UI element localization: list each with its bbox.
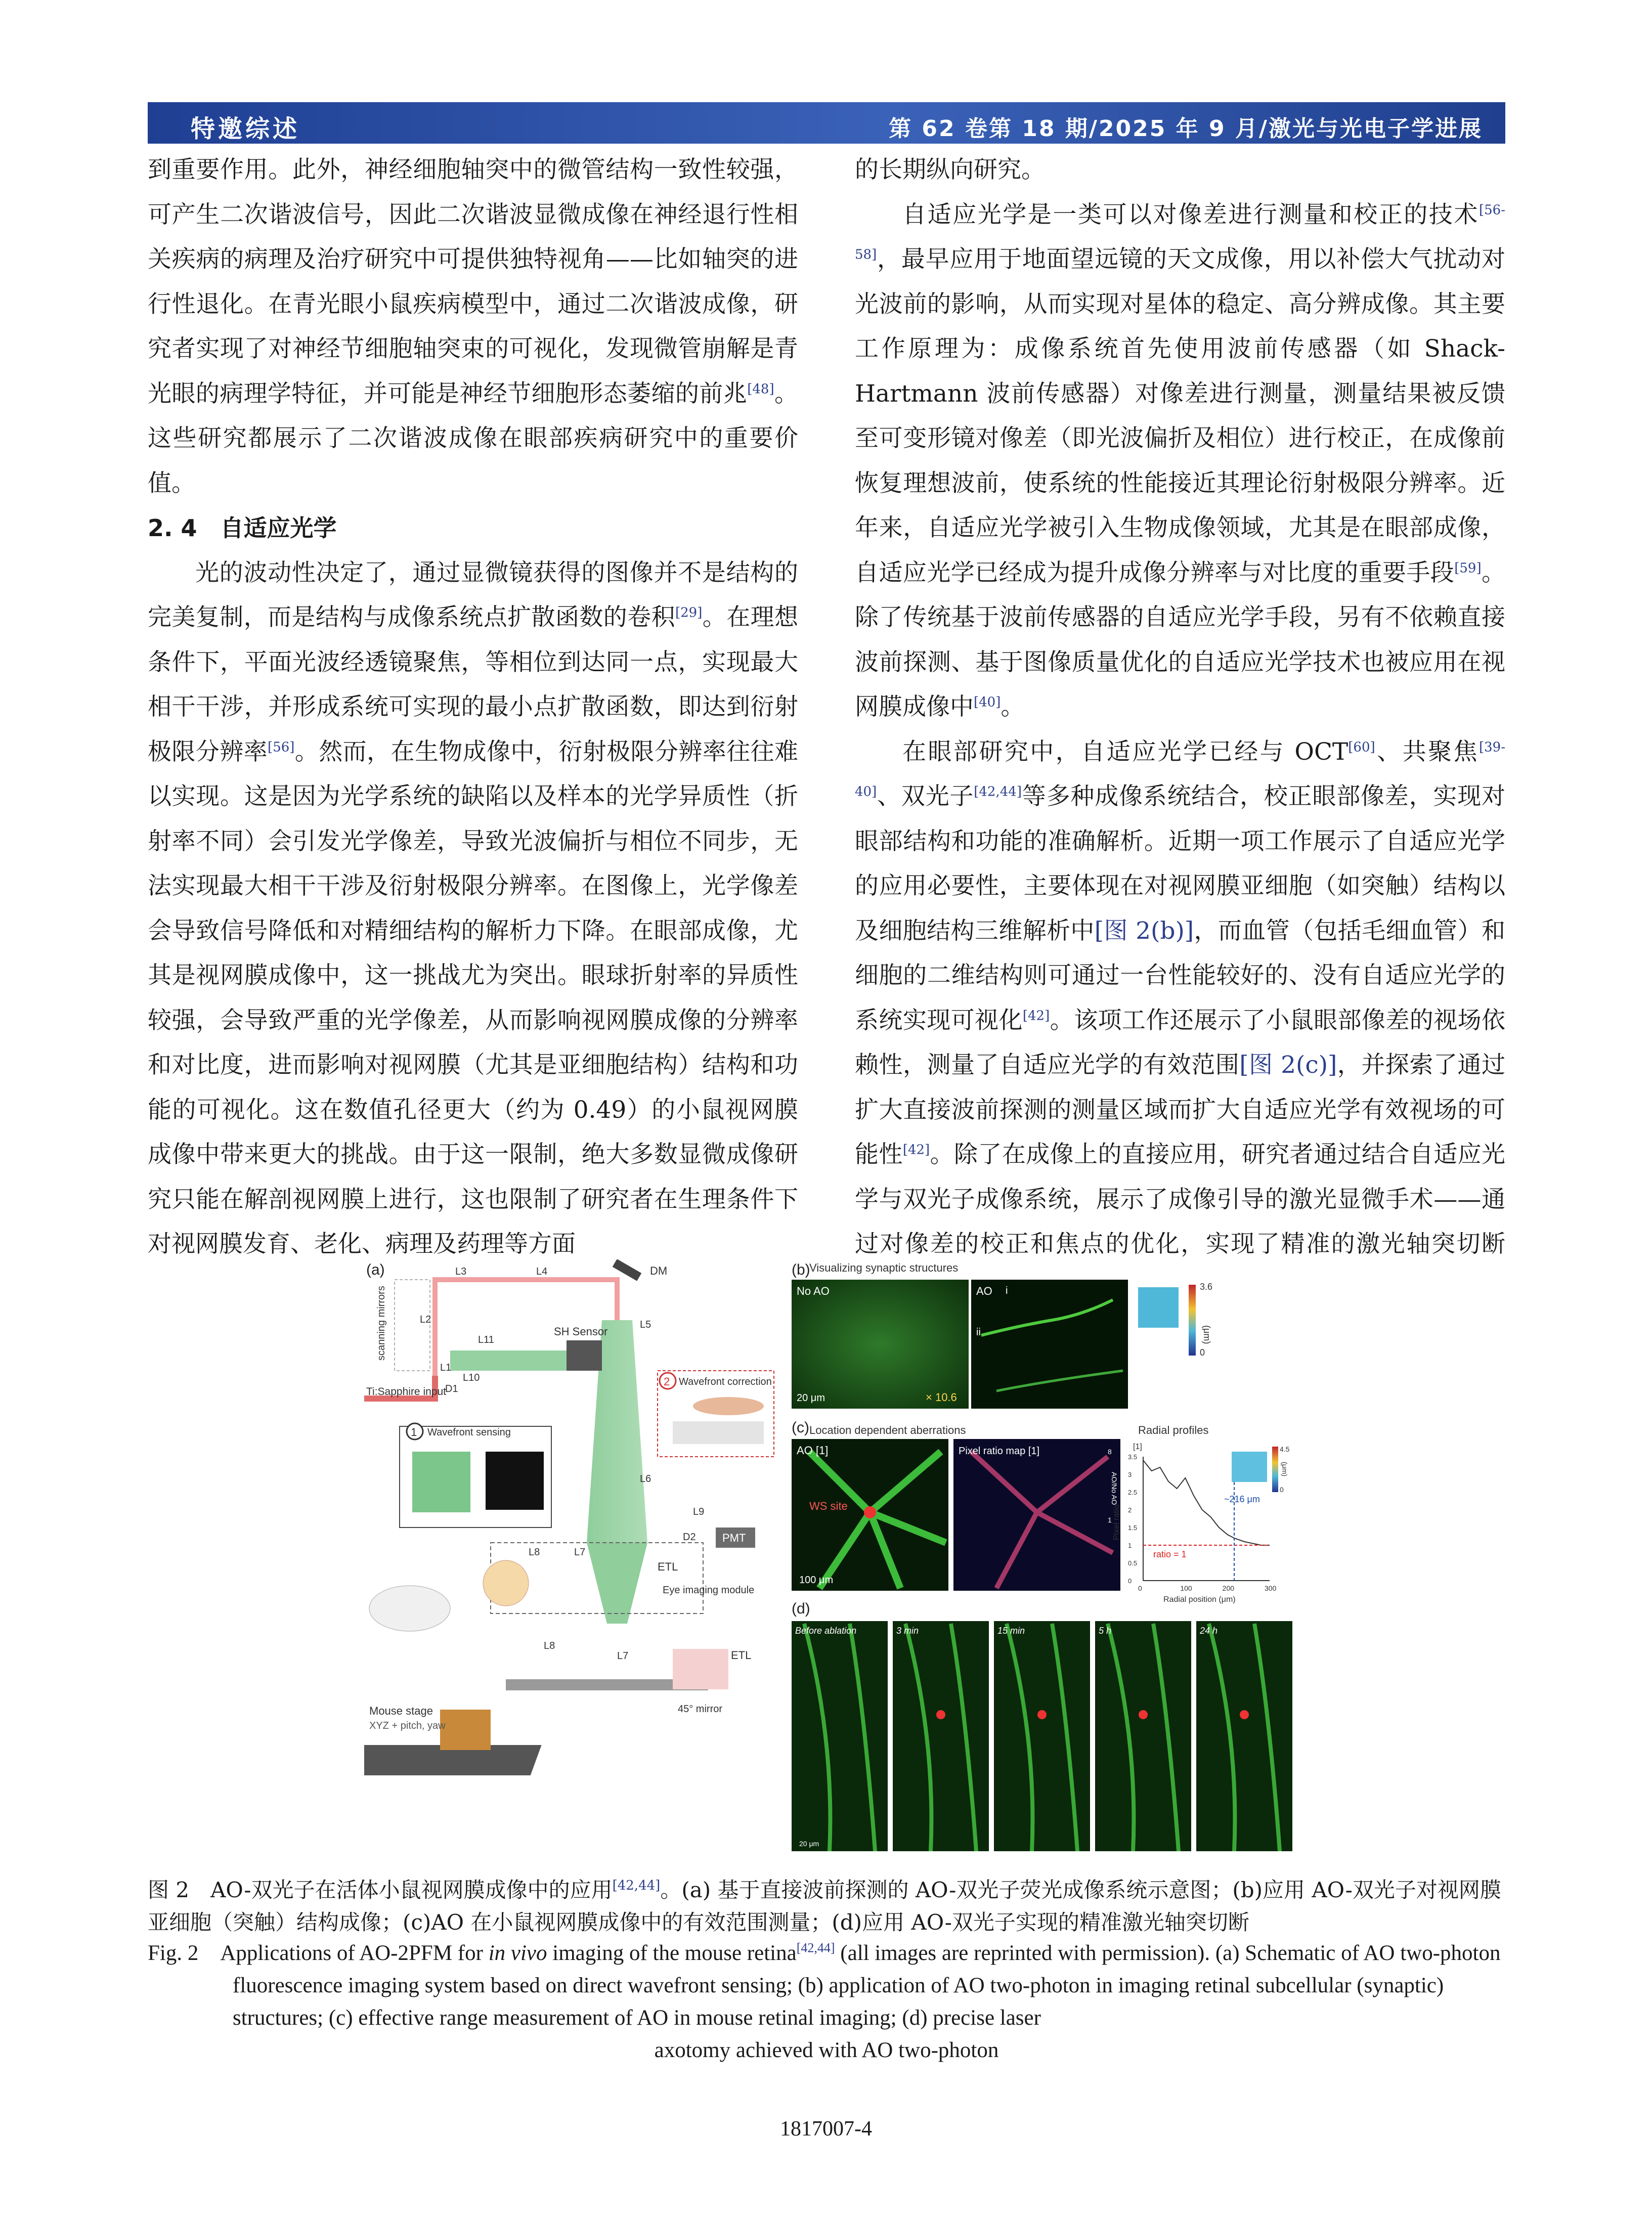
colorbar bbox=[1189, 1285, 1196, 1356]
x-tick-label: 100 bbox=[1180, 1584, 1192, 1592]
lens-label: L7 bbox=[617, 1650, 629, 1662]
ratio-label: ratio = 1 bbox=[1153, 1549, 1187, 1559]
wavefront-sensing-label: Wavefront sensing bbox=[427, 1427, 511, 1438]
ao-label: AO bbox=[976, 1285, 992, 1297]
ablation-timelapse bbox=[792, 1621, 1292, 1851]
caption-label: Fig. 2 bbox=[148, 1941, 221, 1965]
mouse-stage-label: Mouse stage bbox=[369, 1705, 433, 1717]
left-column bbox=[148, 148, 798, 1267]
panel-c-title-2: Radial profiles bbox=[1138, 1424, 1209, 1436]
citation[interactable]: [39-40] bbox=[855, 739, 1506, 800]
scale-bar-label: 20 μm bbox=[797, 1392, 825, 1404]
lens-label: D2 bbox=[683, 1532, 696, 1543]
citation[interactable]: [56-58] bbox=[855, 202, 1505, 263]
paragraph: 到重要作用。此外，神经细胞轴突中的微管结构一致性较强，可产生二次谐波信号，因此二次谐波显微成像在神经退行性相关疾病的病理及治疗研究中可提供独特视角——比如轴突的进行性退化。在青光眼小鼠疾病模型中，通过二次谐波成像，研究者实现了对神经节细胞轴突束的可视化，发现微管崩解是青光眼的病理学特征，并可能是神经节细胞形态萎缩的前兆[48]。这些研究都展示了二次谐波成像在眼部疾病研究中的重要价值。 bbox=[148, 156, 799, 497]
scanning-mirrors-label: scanning mirrors bbox=[376, 1286, 387, 1361]
panel-d-label: (d) bbox=[792, 1600, 810, 1617]
citation[interactable]: [42,44] bbox=[796, 1940, 835, 1955]
ws-site-label: WS site bbox=[809, 1500, 848, 1512]
colorbar-unit: (μm) bbox=[1202, 1325, 1212, 1344]
prm-top: 8 bbox=[1108, 1448, 1112, 1456]
lens-label: L6 bbox=[640, 1473, 651, 1485]
eye-imaging-label: Eye imaging module bbox=[663, 1585, 755, 1596]
ablation-site bbox=[1139, 1710, 1148, 1719]
pmt-label: PMT bbox=[722, 1532, 746, 1544]
x-axis-label: Radial position (μm) bbox=[1163, 1595, 1236, 1604]
lens-label: L10 bbox=[463, 1372, 480, 1383]
chart-unit: [1] bbox=[1133, 1443, 1142, 1451]
x-tick-label: 300 bbox=[1265, 1584, 1277, 1592]
citation[interactable]: [60] bbox=[1348, 739, 1375, 755]
sh-sensor-label: SH Sensor bbox=[554, 1325, 608, 1338]
lens-label: L8 bbox=[529, 1547, 540, 1558]
y-tick-label: 2.5 bbox=[1128, 1489, 1138, 1496]
time-label: 3 min bbox=[896, 1626, 919, 1636]
time-label: 15 min bbox=[997, 1626, 1025, 1636]
colorbar-2 bbox=[1272, 1447, 1278, 1492]
y-tick-label: 3 bbox=[1128, 1471, 1132, 1478]
lens-label: L7 bbox=[574, 1547, 586, 1558]
y-axis-label: Pixel ratio bbox=[1112, 1504, 1121, 1540]
x-tick-label: 0 bbox=[1138, 1584, 1142, 1592]
lens-label: D1 bbox=[445, 1383, 458, 1394]
panel-c-label: (c) bbox=[792, 1419, 809, 1436]
no-ao-label: No AO bbox=[797, 1285, 830, 1297]
panel-c-title: Location dependent aberrations bbox=[809, 1424, 966, 1436]
paragraph: 的长期纵向研究。 bbox=[855, 156, 1045, 184]
paragraph: 在眼部研究中，自适应光学已经与 OCT[60]、共聚焦[39-40]、双光子[42,44]等多种成像系统结合，校正眼部像差，实现对眼部结构和功能的准确解析。近期一项工作展示了自适应光学的应用必要性，主要体现在对视网膜亚细胞（如突触）结构以及细胞结构三维解析中[图 2(b)]，而血管（包括毛细血管）和细胞的二维结构则可通过一台性能较好的、没有自适应光学的系统实现可视化[42]。该项工作还展示了小鼠眼部像差的视场依赖性，测量了自适应光学的有效范围[图 2(c)]，并探索了通过扩大直接波前探测的测量区域而扩大自适应光学有效视场的可能性[42]。除了在成像上的直接应用，研究者通过结合自适应光学与双光子成像系统，展示了成像引导的激光显微手术——通过对像差的校正和焦点的优化，实现了精准的激光轴突切断 bbox=[855, 730, 1505, 1312]
roi-ii-label: ii bbox=[976, 1327, 981, 1338]
scanning-mirrors-box bbox=[395, 1280, 430, 1371]
scale-bar-label: 100 μm bbox=[799, 1575, 834, 1586]
dm-label: DM bbox=[650, 1264, 668, 1277]
wavefront-map bbox=[1138, 1287, 1179, 1328]
figure-link[interactable]: [图 2(c)] bbox=[1239, 1051, 1337, 1079]
time-label: 5 h bbox=[1099, 1626, 1112, 1636]
figure-2-graphic bbox=[364, 1259, 1297, 1856]
panel-b-label: (b) bbox=[792, 1261, 810, 1278]
roi-i-label: i bbox=[1006, 1285, 1008, 1296]
y-tick-label: 2 bbox=[1128, 1506, 1132, 1514]
lens-label: L3 bbox=[455, 1266, 467, 1277]
step-1-number: 1 bbox=[411, 1426, 417, 1438]
wavefront-blob bbox=[693, 1397, 764, 1415]
lens-label: L1 bbox=[440, 1362, 452, 1373]
sh-sensor bbox=[567, 1340, 602, 1371]
citation[interactable]: [42,44] bbox=[974, 784, 1022, 800]
lenslet-beams bbox=[412, 1452, 470, 1512]
colorbar-2-unit: (μm) bbox=[1281, 1462, 1289, 1477]
lens-label: L5 bbox=[640, 1319, 651, 1330]
citation[interactable]: [42,44] bbox=[612, 1878, 661, 1893]
paragraph: 光的波动性决定了，通过显微镜获得的图像并不是结构的完美复制，而是结构与成像系统点扩散函数的卷积[29]。在理想条件下，平面光波经透镜聚焦，等相位到达同一点，实现最大相干干涉，并形成系统可实现的最小点扩散函数，即达到衍射极限分辨率[56]。然而，在生物成像中，衍射极限分辨率往往难以实现。这是因为光学系统的缺陷以及样本的光学异质性（折射率不同）会引发光学像差，导致光波偏折与相位不同步，无法实现最大相干干涉及衍射极限分辨率。在图像上，光学像差会导致信号降低和对精细结构的解析力下降。在眼部成像，尤其是视网膜成像中，这一挑战尤为突出。眼球折射率的异质性较强，会导致严重的光学像差，从而影响视网膜成像的分辨率和对比度，进而影响对视网膜（尤其是亚细胞结构）结构和功能的可视化。这在数值孔径更大（约为 0.49）的小鼠视网膜成像中带来更大的挑战。由于这一限制，绝大多数显微成像研究只能在解剖视网膜上进行，这也限制了研究者在生理条件下对视网膜发育、老化、病理及药理等方面 bbox=[148, 558, 799, 1258]
ao-image bbox=[971, 1280, 1128, 1409]
caption-label: 图 2 bbox=[148, 1878, 211, 1902]
y-tick-label: 0 bbox=[1128, 1577, 1132, 1585]
colorbar-2-bottom: 0 bbox=[1280, 1486, 1284, 1494]
pixel-ratio-label: Pixel ratio map [1] bbox=[959, 1446, 1040, 1457]
etl-mount bbox=[673, 1649, 728, 1689]
header-section: 特邀综述 bbox=[191, 115, 300, 143]
citation[interactable]: [59] bbox=[1454, 560, 1482, 576]
citation[interactable]: [29] bbox=[675, 605, 703, 621]
section-heading: 2. 4 自适应光学 bbox=[148, 514, 337, 542]
lens-label: L8 bbox=[544, 1640, 555, 1651]
y-tick-label: 0.5 bbox=[1128, 1559, 1138, 1567]
step-2-number: 2 bbox=[664, 1375, 670, 1388]
y-tick-label: 1.5 bbox=[1128, 1524, 1138, 1532]
citation[interactable]: [42] bbox=[902, 1142, 930, 1158]
lens-label: L4 bbox=[536, 1266, 548, 1277]
no-ao-image bbox=[792, 1280, 969, 1409]
ablation-site bbox=[936, 1710, 945, 1719]
etl-label-2: ETL bbox=[731, 1649, 752, 1662]
citation[interactable]: [48] bbox=[747, 381, 774, 397]
colorbar-top: 3.6 bbox=[1200, 1282, 1213, 1292]
radius-label: ~216 μm bbox=[1224, 1494, 1260, 1504]
citation[interactable]: [56] bbox=[268, 739, 295, 755]
x-tick-label: 200 bbox=[1222, 1584, 1235, 1592]
mouse-stage-sub: XYZ + pitch, yaw bbox=[369, 1720, 446, 1731]
mirror-label: 45° mirror bbox=[678, 1704, 723, 1715]
lens-label: L9 bbox=[693, 1506, 705, 1517]
emission-beam-lower bbox=[587, 1543, 647, 1624]
mouse-stage-block bbox=[440, 1710, 491, 1750]
correction-schematic bbox=[673, 1421, 764, 1444]
lens-label: L11 bbox=[478, 1334, 494, 1345]
spot-pattern bbox=[486, 1452, 544, 1510]
right-column bbox=[855, 148, 1505, 1312]
time-label: 24 h bbox=[1200, 1626, 1218, 1636]
sh-beam bbox=[450, 1350, 577, 1371]
colorbar-2-top: 4.5 bbox=[1280, 1445, 1290, 1453]
ao1-label: AO [1] bbox=[797, 1444, 829, 1457]
ti-sapphire-label: Ti:Sapphire input bbox=[366, 1386, 446, 1398]
panel-b-title: Visualizing synaptic structures bbox=[809, 1261, 959, 1274]
header-issue: 第 62 卷第 18 期/2025 年 9 月/激光与光电子学进展 bbox=[889, 116, 1483, 142]
y-tick-label: 1 bbox=[1128, 1542, 1132, 1549]
citation[interactable]: [40] bbox=[974, 694, 1001, 710]
journal-header bbox=[148, 102, 1505, 144]
prm-unit: AO/No AO bbox=[1110, 1472, 1118, 1505]
etl-label: ETL bbox=[658, 1560, 678, 1573]
page-number: 1817007-4 bbox=[780, 2117, 872, 2141]
paragraph: 自适应光学是一类可以对像差进行测量和校正的技术[56-58]，最早应用于地面望远镜的天文成像，用以补偿大气扰动对光波前的影响，从而实现对星体的稳定、高分辨成像。其主要工作原理为：成像系统首先使用波前传感器（如 Shack-Hartmann 波前传感器）对像差进行测量，测量结果被反馈至可变形镜对像差（即光波偏折及相位）进行校正，在成像前恢复理想波前，使系统的性能接近其理论衍射极限分辨率。近年来，自适应光学被引入生物成像领域，尤其是在眼部成像，自适应光学已经成为提升成像分辨率与对比度的重要手段[59]。除了传统基于波前传感器的自适应光学手段，另有不依赖直接波前探测、基于图像质量优化的自适应光学技术也被应用在视网膜成像中[40]。 bbox=[855, 200, 1506, 721]
wavefront-correction-label: Wavefront correction bbox=[679, 1376, 772, 1387]
ablation-site bbox=[1240, 1710, 1249, 1719]
eye-illustration bbox=[483, 1560, 529, 1606]
ws-site-marker bbox=[864, 1506, 876, 1518]
y-tick-label: 3.5 bbox=[1128, 1453, 1138, 1461]
panel-a-label: (a) bbox=[366, 1261, 385, 1278]
lens-label: L2 bbox=[420, 1314, 431, 1325]
colorbar-bottom: 0 bbox=[1200, 1347, 1205, 1358]
figure-link[interactable]: [图 2(b)] bbox=[1094, 917, 1194, 945]
prm-bottom: 1 bbox=[1108, 1516, 1112, 1524]
citation[interactable]: [42] bbox=[1022, 1008, 1050, 1023]
mouse-illustration bbox=[369, 1586, 450, 1631]
figure-caption-cn: 图 2 AO-双光子在活体小鼠视网膜成像中的应用[42,44]。(a) 基于直接波前探测的 AO-双光子荧光成像系统示意图；(b)应用 AO-双光子对视网膜亚细胞（突触）结构成像；(c)AO 在小鼠视网膜成像中的有效范围测量；(d)应用 AO-双光子实现的精准激光轴突切断 bbox=[148, 1878, 1501, 1935]
figure-caption-en: Fig. 2 Applications of AO-2PFM for in vivo imaging of the mouse retina[42,44] (all images are reprinted with permission). (a) Schematic of AO two-photon fluorescence imaging system based on direct wavefront sensing; (b) application of AO two-photon in imaging retinal subcellular (synaptic) structures; (c) effective range measurement of AO in mouse retinal imaging; (d) precise laser axotomy achieved with AO two-photon bbox=[148, 1940, 1501, 2062]
scale-bar-label: 20 μm bbox=[799, 1840, 819, 1848]
figure-2 bbox=[364, 1259, 1297, 1856]
time-label: Before ablation bbox=[795, 1626, 857, 1636]
gain-label: × 10.6 bbox=[926, 1391, 957, 1404]
ablation-site bbox=[1037, 1710, 1047, 1719]
wavefront-map-2 bbox=[1232, 1452, 1267, 1482]
